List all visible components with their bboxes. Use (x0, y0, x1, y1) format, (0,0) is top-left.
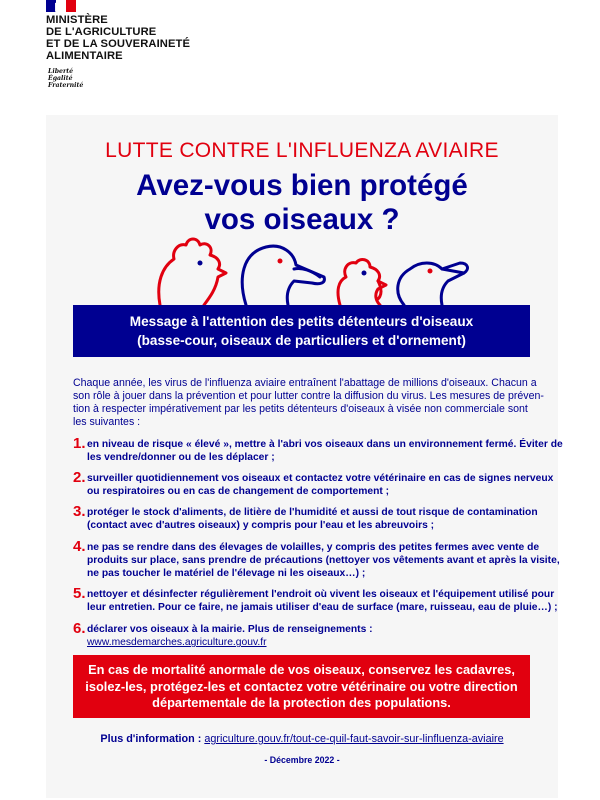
republic-motto (48, 68, 83, 90)
motto-line: Égalité (48, 75, 73, 83)
audience-line: (basse-cour, oiseaux de particuliers et d'ornement) (137, 333, 466, 348)
ministry-name (46, 14, 190, 62)
alert-line: En cas de mortalité anormale de vos oiseaux, conservez les cadavres, (88, 662, 515, 677)
audience-line: Message à l'attention des petits détenteurs d'oiseaux (129, 314, 474, 329)
more-info-link[interactable]: agriculture.gouv.fr/tout-ce-quil-faut-savoir-sur-linfluenza-aviaire (204, 733, 504, 745)
mortality-alert-banner (73, 655, 530, 718)
intro-line: tion à respecter impérativement par les petits détenteurs d'oiseaux à visée non commerciale sont (73, 403, 528, 415)
duck-icon (398, 263, 468, 305)
measure-line: en niveau de risque « élevé », mettre à l'abri vos oiseaux dans un environnement fermé. Éviter de (87, 439, 563, 450)
intro-line: Chaque année, les virus de l'influenza aviaire entraînent l'abattage de millions d'oiseaux. Chacun a (73, 377, 537, 389)
measure-number: 6. (73, 620, 86, 637)
measure-text (87, 623, 373, 649)
measure-line: surveiller quotidiennement vos oiseaux et contactez votre vétérinaire en cas de signes nerveux (87, 473, 554, 484)
measure-line: (contact avec d'autres oiseaux) y compris pour l'eau et les abreuvoirs ; (87, 520, 435, 532)
poster-panel (46, 115, 563, 798)
alert-line: isolez-les, protégez-les et contactez votre vétérinaire ou votre direction (85, 678, 518, 694)
publication-date: - Décembre 2022 - (264, 755, 340, 765)
measure-line: leur entretien. Pour ce faire, ne jamais utiliser d'eau de surface (mare, ruisseau, eau de pluie…) ; (87, 602, 558, 614)
ministry-line: DE L'AGRICULTURE (46, 26, 157, 38)
measure-line: produits sur place, sans prendre de précautions (nettoyer vos vêtements avant et après la visite, (87, 555, 560, 567)
rooster-icon (159, 239, 226, 305)
ministry-line: ALIMENTAIRE (46, 50, 123, 62)
measure-6-text: déclarer vos oiseaux à la mairie. Plus de renseignements : (87, 624, 373, 635)
goose-icon (242, 246, 324, 305)
intro-line: son rôle à jouer dans la prévention et pour lutter contre la diffusion du virus. Les mesures de préven- (73, 390, 544, 402)
campaign-subtitle: LUTTE CONTRE L'INFLUENZA AVIAIRE (105, 139, 499, 162)
motto-line: Liberté (48, 68, 74, 75)
measure-line: les vendre/donner ou de les déplacer ; (87, 452, 275, 464)
measure-text (87, 541, 560, 581)
measure-text (87, 506, 538, 532)
title-line: Avez-vous bien protégé (136, 169, 468, 202)
alert-line: départementale de la protection des populations. (152, 695, 451, 710)
mesdemarches-link[interactable]: www.mesdemarches.agriculture.gouv.fr (87, 637, 267, 649)
bird-heads-illustration (142, 233, 472, 305)
measure-line: protéger le stock d'aliments, de litière de l'humidité et aussi de tout risque de contamination (87, 507, 538, 518)
motto-line: Fraternité (48, 82, 84, 90)
intro-line: les suivantes : (73, 416, 141, 428)
measure-number: 4. (73, 538, 86, 555)
measure-number: 2. (73, 469, 86, 486)
measure-number: 1. (73, 435, 86, 452)
measure-line: ou respiratoires ou en cas de changement de comportement ; (87, 486, 390, 498)
measure-text (87, 588, 558, 614)
intro-paragraph (73, 377, 544, 429)
title-line: vos oiseaux ? (204, 203, 400, 236)
ministry-line: ET DE LA SOUVERAINETÉ (46, 38, 191, 50)
ministry-line: MINISTÈRE (46, 14, 108, 26)
measure-number: 5. (73, 585, 86, 602)
more-info-label: Plus d'information : (100, 733, 202, 745)
marianne-flag-logo (46, 0, 76, 12)
more-information (46, 733, 558, 745)
measure-text (87, 472, 553, 498)
ministry-header (42, 0, 342, 110)
measure-line (87, 623, 373, 649)
measure-line: ne pas toucher le matériel de l'élevage ni les oiseaux…) ; (87, 568, 366, 580)
measure-text (87, 438, 563, 464)
measure-number: 3. (73, 503, 86, 520)
audience-banner (73, 305, 530, 357)
main-title (46, 169, 558, 237)
measure-line: nettoyer et désinfecter régulièrement l'endroit où vivent les oiseaux et l'équipement utilisé pour (87, 589, 555, 600)
measure-line: ne pas se rendre dans des élevages de volailles, y compris des petites fermes avec vente de (87, 542, 540, 553)
